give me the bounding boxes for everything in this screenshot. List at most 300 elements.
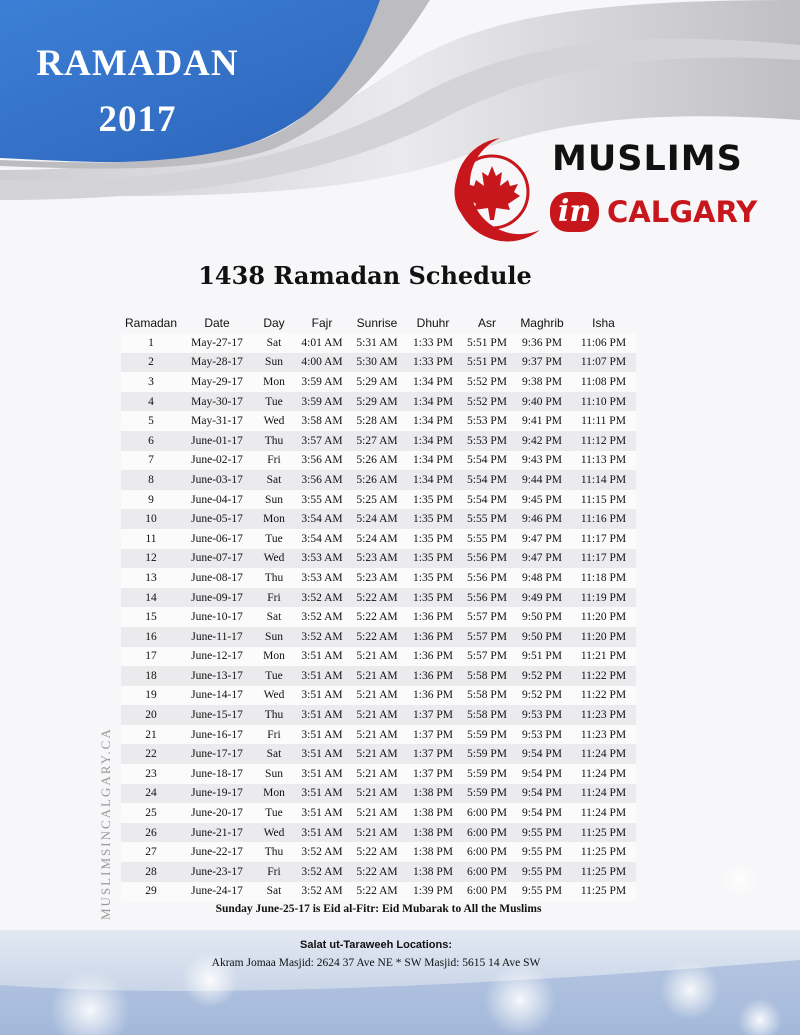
cell-day: Wed: [253, 411, 295, 431]
table-row: [121, 784, 636, 804]
cell-maghrib: 9:55 PM: [513, 862, 571, 882]
cell-sunrise: 5:21 AM: [349, 647, 405, 667]
cell-maghrib: 9:43 PM: [513, 451, 571, 471]
cell-ramadan: 11: [121, 529, 181, 549]
cell-dhuhr: 1:34 PM: [405, 470, 461, 490]
cell-dhuhr: 1:39 PM: [405, 882, 461, 902]
table-row: [121, 803, 636, 823]
cell-maghrib: 9:42 PM: [513, 431, 571, 451]
cell-sunrise: 5:31 AM: [349, 333, 405, 353]
cell-date: May-28-17: [181, 353, 253, 373]
cell-fajr: 3:51 AM: [295, 744, 349, 764]
table-row: [121, 627, 636, 647]
cell-isha: 11:22 PM: [571, 686, 636, 706]
cell-dhuhr: 1:35 PM: [405, 490, 461, 510]
cell-day: Tue: [253, 666, 295, 686]
cell-ramadan: 18: [121, 666, 181, 686]
cell-day: Sat: [253, 470, 295, 490]
header-fajr: Fajr: [311, 316, 333, 330]
table-row: [121, 431, 636, 451]
cell-ramadan: 12: [121, 549, 181, 569]
cell-isha: 11:25 PM: [571, 882, 636, 902]
cell-dhuhr: 1:37 PM: [405, 705, 461, 725]
cell-day: Sun: [253, 627, 295, 647]
cell-fajr: 3:57 AM: [295, 431, 349, 451]
cell-isha: 11:16 PM: [571, 509, 636, 529]
cell-ramadan: 5: [121, 411, 181, 431]
cell-dhuhr: 1:36 PM: [405, 647, 461, 667]
cell-day: Sat: [253, 333, 295, 353]
cell-ramadan: 28: [121, 862, 181, 882]
cell-sunrise: 5:21 AM: [349, 764, 405, 784]
table-row: [121, 353, 636, 373]
cell-date: June-06-17: [181, 529, 253, 549]
cell-asr: 5:52 PM: [461, 392, 513, 412]
cell-fajr: 3:58 AM: [295, 411, 349, 431]
cell-ramadan: 17: [121, 647, 181, 667]
table-row: [121, 470, 636, 490]
cell-date: June-18-17: [181, 764, 253, 784]
cell-date: June-07-17: [181, 549, 253, 569]
cell-asr: 6:00 PM: [461, 823, 513, 843]
table-row: [121, 842, 636, 862]
cell-maghrib: 9:52 PM: [513, 686, 571, 706]
cell-day: Tue: [253, 529, 295, 549]
cell-date: June-08-17: [181, 568, 253, 588]
cell-date: June-24-17: [181, 882, 253, 902]
cell-sunrise: 5:21 AM: [349, 686, 405, 706]
cell-sunrise: 5:21 AM: [349, 823, 405, 843]
cell-ramadan: 6: [121, 431, 181, 451]
cell-dhuhr: 1:34 PM: [405, 392, 461, 412]
cell-isha: 11:19 PM: [571, 588, 636, 608]
schedule-heading: 1438 Ramadan Schedule: [198, 261, 532, 290]
cell-isha: 11:24 PM: [571, 764, 636, 784]
cell-isha: 11:17 PM: [571, 529, 636, 549]
cell-date: May-29-17: [181, 372, 253, 392]
cell-day: Fri: [253, 451, 295, 471]
cell-fajr: 3:51 AM: [295, 705, 349, 725]
cell-ramadan: 10: [121, 509, 181, 529]
table-row: [121, 588, 636, 608]
cell-maghrib: 9:40 PM: [513, 392, 571, 412]
header-ramadan: Ramadan: [124, 316, 178, 330]
cell-day: Thu: [253, 431, 295, 451]
cell-sunrise: 5:22 AM: [349, 862, 405, 882]
cell-sunrise: 5:23 AM: [349, 549, 405, 569]
cell-maghrib: 9:55 PM: [513, 842, 571, 862]
cell-asr: 5:53 PM: [461, 431, 513, 451]
cell-date: June-20-17: [181, 803, 253, 823]
cell-maghrib: 9:48 PM: [513, 568, 571, 588]
cell-sunrise: 5:26 AM: [349, 451, 405, 471]
table-row: [121, 372, 636, 392]
logo: [440, 130, 760, 250]
cell-dhuhr: 1:35 PM: [405, 509, 461, 529]
header-maghrib: Maghrib: [520, 316, 564, 330]
cell-dhuhr: 1:35 PM: [405, 549, 461, 569]
cell-asr: 6:00 PM: [461, 842, 513, 862]
cell-isha: 11:07 PM: [571, 353, 636, 373]
cell-sunrise: 5:21 AM: [349, 784, 405, 804]
cell-dhuhr: 1:38 PM: [405, 784, 461, 804]
cell-maghrib: 9:52 PM: [513, 666, 571, 686]
cell-ramadan: 23: [121, 764, 181, 784]
cell-ramadan: 25: [121, 803, 181, 823]
cell-sunrise: 5:22 AM: [349, 842, 405, 862]
cell-maghrib: 9:50 PM: [513, 627, 571, 647]
cell-dhuhr: 1:34 PM: [405, 451, 461, 471]
cell-dhuhr: 1:35 PM: [405, 529, 461, 549]
cell-ramadan: 3: [121, 372, 181, 392]
cell-dhuhr: 1:34 PM: [405, 372, 461, 392]
cell-date: June-23-17: [181, 862, 253, 882]
cell-ramadan: 1: [121, 333, 181, 353]
table-row: [121, 607, 636, 627]
cell-ramadan: 16: [121, 627, 181, 647]
cell-sunrise: 5:22 AM: [349, 627, 405, 647]
cell-day: Fri: [253, 862, 295, 882]
cell-day: Sun: [253, 764, 295, 784]
cell-maghrib: 9:41 PM: [513, 411, 571, 431]
cell-date: June-11-17: [181, 627, 253, 647]
cell-day: Fri: [253, 725, 295, 745]
cell-fajr: 3:52 AM: [295, 588, 349, 608]
cell-ramadan: 22: [121, 744, 181, 764]
table-row: [121, 862, 636, 882]
cell-ramadan: 4: [121, 392, 181, 412]
cell-fajr: 3:54 AM: [295, 529, 349, 549]
cell-dhuhr: 1:34 PM: [405, 411, 461, 431]
cell-sunrise: 5:27 AM: [349, 431, 405, 451]
cell-dhuhr: 1:36 PM: [405, 686, 461, 706]
cell-fajr: 3:52 AM: [295, 607, 349, 627]
cell-isha: 11:13 PM: [571, 451, 636, 471]
cell-asr: 5:58 PM: [461, 666, 513, 686]
cell-isha: 11:08 PM: [571, 372, 636, 392]
watermark: MUSLIMSINCALGARY.CA: [98, 727, 113, 920]
cell-asr: 5:56 PM: [461, 568, 513, 588]
cell-maghrib: 9:47 PM: [513, 549, 571, 569]
cell-fajr: 3:51 AM: [295, 686, 349, 706]
cell-dhuhr: 1:38 PM: [405, 803, 461, 823]
cell-day: Wed: [253, 823, 295, 843]
logo-in: in: [550, 192, 599, 232]
cell-dhuhr: 1:38 PM: [405, 862, 461, 882]
cell-dhuhr: 1:36 PM: [405, 607, 461, 627]
cell-asr: 6:00 PM: [461, 862, 513, 882]
cell-date: June-14-17: [181, 686, 253, 706]
eid-note: Sunday June-25-17 is Eid al-Fitr: Eid Mubarak to All the Muslims: [215, 903, 542, 915]
header-day: Day: [263, 316, 285, 330]
cell-date: June-21-17: [181, 823, 253, 843]
cell-dhuhr: 1:35 PM: [405, 568, 461, 588]
cell-fajr: 3:52 AM: [295, 882, 349, 902]
cell-asr: 6:00 PM: [461, 882, 513, 902]
cell-fajr: 3:56 AM: [295, 451, 349, 471]
cell-isha: 11:17 PM: [571, 549, 636, 569]
cell-fajr: 3:53 AM: [295, 568, 349, 588]
table-row: [121, 549, 636, 569]
cell-maghrib: 9:44 PM: [513, 470, 571, 490]
cell-isha: 11:20 PM: [571, 627, 636, 647]
cell-maghrib: 9:37 PM: [513, 353, 571, 373]
cell-fajr: 3:55 AM: [295, 490, 349, 510]
cell-isha: 11:21 PM: [571, 647, 636, 667]
cell-asr: 5:51 PM: [461, 353, 513, 373]
cell-maghrib: 9:53 PM: [513, 705, 571, 725]
schedule-body: [121, 333, 636, 901]
cell-fajr: 3:52 AM: [295, 842, 349, 862]
cell-date: June-12-17: [181, 647, 253, 667]
cell-fajr: 3:53 AM: [295, 549, 349, 569]
cell-asr: 5:57 PM: [461, 627, 513, 647]
cell-day: Thu: [253, 842, 295, 862]
cell-ramadan: 21: [121, 725, 181, 745]
cell-maghrib: 9:47 PM: [513, 529, 571, 549]
cell-asr: 5:59 PM: [461, 784, 513, 804]
table-row: [121, 686, 636, 706]
header-isha: Isha: [592, 316, 615, 330]
cell-ramadan: 20: [121, 705, 181, 725]
table-row: [121, 744, 636, 764]
cell-date: June-13-17: [181, 666, 253, 686]
cell-asr: 5:53 PM: [461, 411, 513, 431]
cell-maghrib: 9:54 PM: [513, 764, 571, 784]
cell-fajr: 4:00 AM: [295, 353, 349, 373]
cell-sunrise: 5:22 AM: [349, 588, 405, 608]
maple-leaf-icon: [440, 130, 555, 250]
cell-sunrise: 5:29 AM: [349, 372, 405, 392]
cell-day: Wed: [253, 549, 295, 569]
header-date: Date: [204, 316, 230, 330]
cell-asr: 5:58 PM: [461, 686, 513, 706]
cell-asr: 5:54 PM: [461, 470, 513, 490]
cell-dhuhr: 1:33 PM: [405, 333, 461, 353]
cell-maghrib: 9:50 PM: [513, 607, 571, 627]
cell-fajr: 3:56 AM: [295, 470, 349, 490]
table-row: [121, 705, 636, 725]
cell-day: Wed: [253, 686, 295, 706]
cell-isha: 11:14 PM: [571, 470, 636, 490]
cell-fajr: 3:51 AM: [295, 823, 349, 843]
cell-sunrise: 5:22 AM: [349, 607, 405, 627]
header-dhuhr: Dhuhr: [416, 316, 450, 330]
cell-date: June-17-17: [181, 744, 253, 764]
cell-date: June-02-17: [181, 451, 253, 471]
cell-isha: 11:25 PM: [571, 862, 636, 882]
cell-fajr: 3:51 AM: [295, 725, 349, 745]
cell-day: Mon: [253, 784, 295, 804]
cell-date: June-03-17: [181, 470, 253, 490]
cell-day: Sat: [253, 882, 295, 902]
cell-asr: 5:54 PM: [461, 490, 513, 510]
cell-sunrise: 5:24 AM: [349, 529, 405, 549]
cell-maghrib: 9:55 PM: [513, 882, 571, 902]
cell-asr: 5:54 PM: [461, 451, 513, 471]
cell-dhuhr: 1:38 PM: [405, 842, 461, 862]
cell-ramadan: 15: [121, 607, 181, 627]
cell-dhuhr: 1:38 PM: [405, 823, 461, 843]
cell-fajr: 3:51 AM: [295, 666, 349, 686]
cell-day: Tue: [253, 803, 295, 823]
cell-sunrise: 5:21 AM: [349, 725, 405, 745]
cell-maghrib: 9:54 PM: [513, 803, 571, 823]
cell-fajr: 3:51 AM: [295, 764, 349, 784]
cell-sunrise: 5:30 AM: [349, 353, 405, 373]
cell-day: Mon: [253, 647, 295, 667]
cell-maghrib: 9:45 PM: [513, 490, 571, 510]
cell-sunrise: 5:21 AM: [349, 803, 405, 823]
cell-day: Tue: [253, 392, 295, 412]
title-ramadan: RAMADAN: [36, 43, 239, 84]
cell-day: Mon: [253, 372, 295, 392]
cell-maghrib: 9:49 PM: [513, 588, 571, 608]
cell-date: May-27-17: [181, 333, 253, 353]
cell-dhuhr: 1:35 PM: [405, 588, 461, 608]
cell-ramadan: 19: [121, 686, 181, 706]
title-year: 2017: [98, 99, 177, 140]
cell-isha: 11:20 PM: [571, 607, 636, 627]
header-sunrise: Sunrise: [356, 316, 398, 330]
cell-dhuhr: 1:37 PM: [405, 725, 461, 745]
cell-asr: 5:58 PM: [461, 705, 513, 725]
cell-isha: 11:15 PM: [571, 490, 636, 510]
cell-day: Sun: [253, 353, 295, 373]
cell-asr: 5:51 PM: [461, 333, 513, 353]
cell-asr: 5:59 PM: [461, 764, 513, 784]
table-row: [121, 882, 636, 902]
cell-date: June-09-17: [181, 588, 253, 608]
header-asr: Asr: [478, 316, 496, 330]
cell-asr: 5:55 PM: [461, 509, 513, 529]
cell-date: June-10-17: [181, 607, 253, 627]
cell-date: May-31-17: [181, 411, 253, 431]
cell-maghrib: 9:36 PM: [513, 333, 571, 353]
cell-fajr: 3:59 AM: [295, 392, 349, 412]
cell-isha: 11:25 PM: [571, 842, 636, 862]
cell-maghrib: 9:51 PM: [513, 647, 571, 667]
cell-fajr: 3:51 AM: [295, 784, 349, 804]
cell-asr: 5:57 PM: [461, 647, 513, 667]
cell-maghrib: 9:53 PM: [513, 725, 571, 745]
cell-date: June-01-17: [181, 431, 253, 451]
cell-isha: 11:24 PM: [571, 803, 636, 823]
cell-sunrise: 5:23 AM: [349, 568, 405, 588]
cell-sunrise: 5:25 AM: [349, 490, 405, 510]
cell-maghrib: 9:55 PM: [513, 823, 571, 843]
page-title: [0, 36, 275, 148]
cell-sunrise: 5:21 AM: [349, 705, 405, 725]
cell-day: Sun: [253, 490, 295, 510]
cell-isha: 11:23 PM: [571, 725, 636, 745]
cell-ramadan: 29: [121, 882, 181, 902]
cell-sunrise: 5:28 AM: [349, 411, 405, 431]
cell-fajr: 3:54 AM: [295, 509, 349, 529]
cell-maghrib: 9:46 PM: [513, 509, 571, 529]
cell-ramadan: 24: [121, 784, 181, 804]
table-row: [121, 333, 636, 353]
cell-fajr: 4:01 AM: [295, 333, 349, 353]
cell-isha: 11:11 PM: [571, 411, 636, 431]
cell-asr: 5:59 PM: [461, 744, 513, 764]
cell-day: Mon: [253, 509, 295, 529]
cell-day: Sat: [253, 607, 295, 627]
table-row: [121, 451, 636, 471]
table-row: [121, 411, 636, 431]
cell-dhuhr: 1:37 PM: [405, 744, 461, 764]
cell-sunrise: 5:21 AM: [349, 666, 405, 686]
cell-ramadan: 8: [121, 470, 181, 490]
cell-asr: 5:56 PM: [461, 588, 513, 608]
cell-day: Thu: [253, 568, 295, 588]
cell-maghrib: 9:54 PM: [513, 744, 571, 764]
cell-isha: 11:23 PM: [571, 705, 636, 725]
cell-isha: 11:12 PM: [571, 431, 636, 451]
table-header-row: [121, 313, 636, 333]
cell-isha: 11:22 PM: [571, 666, 636, 686]
cell-date: May-30-17: [181, 392, 253, 412]
cell-asr: 5:59 PM: [461, 725, 513, 745]
cell-date: June-05-17: [181, 509, 253, 529]
cell-day: Fri: [253, 588, 295, 608]
table-row: [121, 666, 636, 686]
cell-fajr: 3:51 AM: [295, 803, 349, 823]
cell-asr: 5:56 PM: [461, 549, 513, 569]
cell-fajr: 3:52 AM: [295, 862, 349, 882]
cell-asr: 5:55 PM: [461, 529, 513, 549]
taraweeh-locations: Akram Jomaa Masjid: 2624 37 Ave NE * SW Masjid: 5615 14 Ave SW: [211, 957, 541, 969]
logo-calgary: CALGARY: [607, 195, 758, 229]
cell-date: June-04-17: [181, 490, 253, 510]
cell-sunrise: 5:24 AM: [349, 509, 405, 529]
table-row: [121, 725, 636, 745]
cell-sunrise: 5:22 AM: [349, 882, 405, 902]
cell-sunrise: 5:21 AM: [349, 744, 405, 764]
cell-date: June-15-17: [181, 705, 253, 725]
cell-isha: 11:25 PM: [571, 823, 636, 843]
cell-asr: 5:57 PM: [461, 607, 513, 627]
cell-ramadan: 14: [121, 588, 181, 608]
table-row: [121, 647, 636, 667]
cell-isha: 11:06 PM: [571, 333, 636, 353]
table-row: [121, 392, 636, 412]
cell-dhuhr: 1:37 PM: [405, 764, 461, 784]
table-row: [121, 509, 636, 529]
table-row: [121, 764, 636, 784]
cell-isha: 11:18 PM: [571, 568, 636, 588]
cell-ramadan: 26: [121, 823, 181, 843]
cell-fajr: 3:52 AM: [295, 627, 349, 647]
cell-dhuhr: 1:34 PM: [405, 431, 461, 451]
cell-sunrise: 5:26 AM: [349, 470, 405, 490]
table-row: [121, 823, 636, 843]
cell-dhuhr: 1:36 PM: [405, 627, 461, 647]
cell-date: June-16-17: [181, 725, 253, 745]
cell-ramadan: 2: [121, 353, 181, 373]
cell-sunrise: 5:29 AM: [349, 392, 405, 412]
cell-dhuhr: 1:36 PM: [405, 666, 461, 686]
cell-day: Sat: [253, 744, 295, 764]
cell-isha: 11:10 PM: [571, 392, 636, 412]
cell-isha: 11:24 PM: [571, 744, 636, 764]
cell-maghrib: 9:38 PM: [513, 372, 571, 392]
table-row: [121, 490, 636, 510]
cell-ramadan: 7: [121, 451, 181, 471]
cell-isha: 11:24 PM: [571, 784, 636, 804]
cell-fajr: 3:51 AM: [295, 647, 349, 667]
taraweeh-title: Salat ut-Taraweeh Locations:: [300, 939, 452, 951]
